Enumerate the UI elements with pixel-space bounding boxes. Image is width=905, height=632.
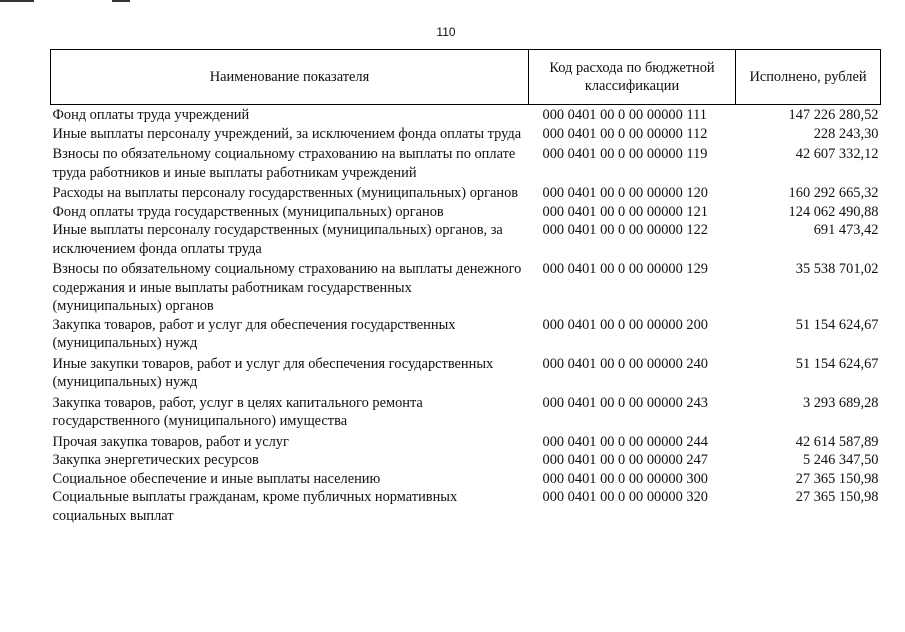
budget-code: 000 0401 00 0 00 00000 320 (542, 489, 708, 505)
table-row (51, 488, 881, 525)
indicator-name: Иные выплаты персоналу учреждений, за исключением фонда оплаты труда (52, 125, 522, 142)
indicator-name: Прочая закупка товаров, работ и услуг (52, 433, 289, 450)
table-row (51, 355, 881, 394)
table-header-row (51, 50, 881, 105)
header-executed-amount: Исполнено, рублей (736, 50, 881, 105)
scan-edge-mark (0, 0, 34, 2)
budget-code: 000 0401 00 0 00 00000 300 (542, 470, 708, 487)
executed-amount: 51 154 624,67 (795, 316, 879, 333)
executed-amount: 3 293 689,28 (802, 394, 879, 411)
executed-amount: 42 614 587,89 (795, 433, 879, 450)
indicator-name: Закупка товаров, работ и услуг для обеспечения государственных (муниципальных) нужд (52, 316, 456, 351)
budget-code: 000 0401 00 0 00 00000 121 (542, 203, 708, 220)
budget-code: 000 0401 00 0 00 00000 243 (542, 394, 708, 411)
header-indicator-name: Наименование показателя (51, 50, 529, 105)
indicator-name: Взносы по обязательному социальному страхованию на выплаты по оплате труда работников и иные выплаты работникам учреждений (52, 146, 516, 181)
budget-code: 000 0401 00 0 00 00000 111 (542, 107, 707, 123)
table-row (51, 184, 881, 203)
table-row (51, 203, 881, 222)
table-row (51, 316, 881, 355)
indicator-name: Иные закупки товаров, работ и услуг для обеспечения государственных (муниципальных) нужд (52, 355, 494, 390)
executed-amount: 51 154 624,67 (795, 355, 879, 372)
budget-code: 000 0401 00 0 00 00000 122 (542, 222, 708, 238)
scan-edge-mark (112, 0, 130, 2)
table-row (51, 394, 881, 433)
executed-amount: 42 607 332,12 (795, 146, 879, 162)
table-row (51, 221, 881, 260)
indicator-name: Фонд оплаты труда учреждений (52, 107, 250, 123)
executed-amount: 35 538 701,02 (795, 261, 879, 277)
budget-code: 000 0401 00 0 00 00000 240 (542, 355, 708, 372)
executed-amount: 5 246 347,50 (802, 452, 879, 468)
table-row (51, 105, 881, 125)
executed-amount: 691 473,42 (813, 222, 879, 238)
indicator-name: Взносы по обязательному социальному страхованию на выплаты денежного содержания и иные выплаты работникам государственных (муниципальных) органов (52, 261, 522, 314)
budget-code: 000 0401 00 0 00 00000 112 (542, 125, 708, 142)
table-row (51, 433, 881, 452)
indicator-name: Закупка энергетических ресурсов (52, 452, 259, 468)
expense-table (50, 49, 881, 525)
indicator-name: Социальные выплаты гражданам, кроме публичных нормативных социальных выплат (52, 489, 458, 524)
executed-amount: 27 365 150,98 (795, 470, 879, 487)
table-row (51, 451, 881, 470)
indicator-name: Социальное обеспечение и иные выплаты населению (52, 470, 381, 487)
budget-code: 000 0401 00 0 00 00000 119 (542, 146, 708, 162)
table-row (51, 145, 881, 184)
table-row (51, 125, 881, 146)
executed-amount: 160 292 665,32 (788, 185, 879, 201)
budget-code: 000 0401 00 0 00 00000 200 (542, 316, 708, 333)
budget-code: 000 0401 00 0 00 00000 129 (542, 261, 708, 277)
indicator-name: Фонд оплаты труда государственных (муниципальных) органов (52, 203, 444, 220)
table-row (51, 260, 881, 316)
executed-amount: 27 365 150,98 (795, 489, 879, 505)
executed-amount: 124 062 490,88 (788, 203, 879, 220)
table-row (51, 470, 881, 489)
page-number: 110 (436, 25, 456, 39)
budget-code: 000 0401 00 0 00 00000 247 (542, 452, 708, 468)
budget-code: 000 0401 00 0 00 00000 120 (542, 185, 708, 201)
indicator-name: Расходы на выплаты персоналу государственных (муниципальных) органов (52, 185, 519, 201)
indicator-name: Закупка товаров, работ, услуг в целях капитального ремонта государственного (муниципального) имущества (52, 394, 423, 429)
budget-code: 000 0401 00 0 00 00000 244 (542, 433, 708, 450)
executed-amount: 228 243,30 (813, 125, 879, 142)
indicator-name: Иные выплаты персоналу государственных (муниципальных) органов, за исключением фонда оплаты труда (52, 222, 503, 257)
executed-amount: 147 226 280,52 (788, 107, 879, 123)
header-budget-code: Код расхода по бюджетной классификации (529, 50, 736, 105)
